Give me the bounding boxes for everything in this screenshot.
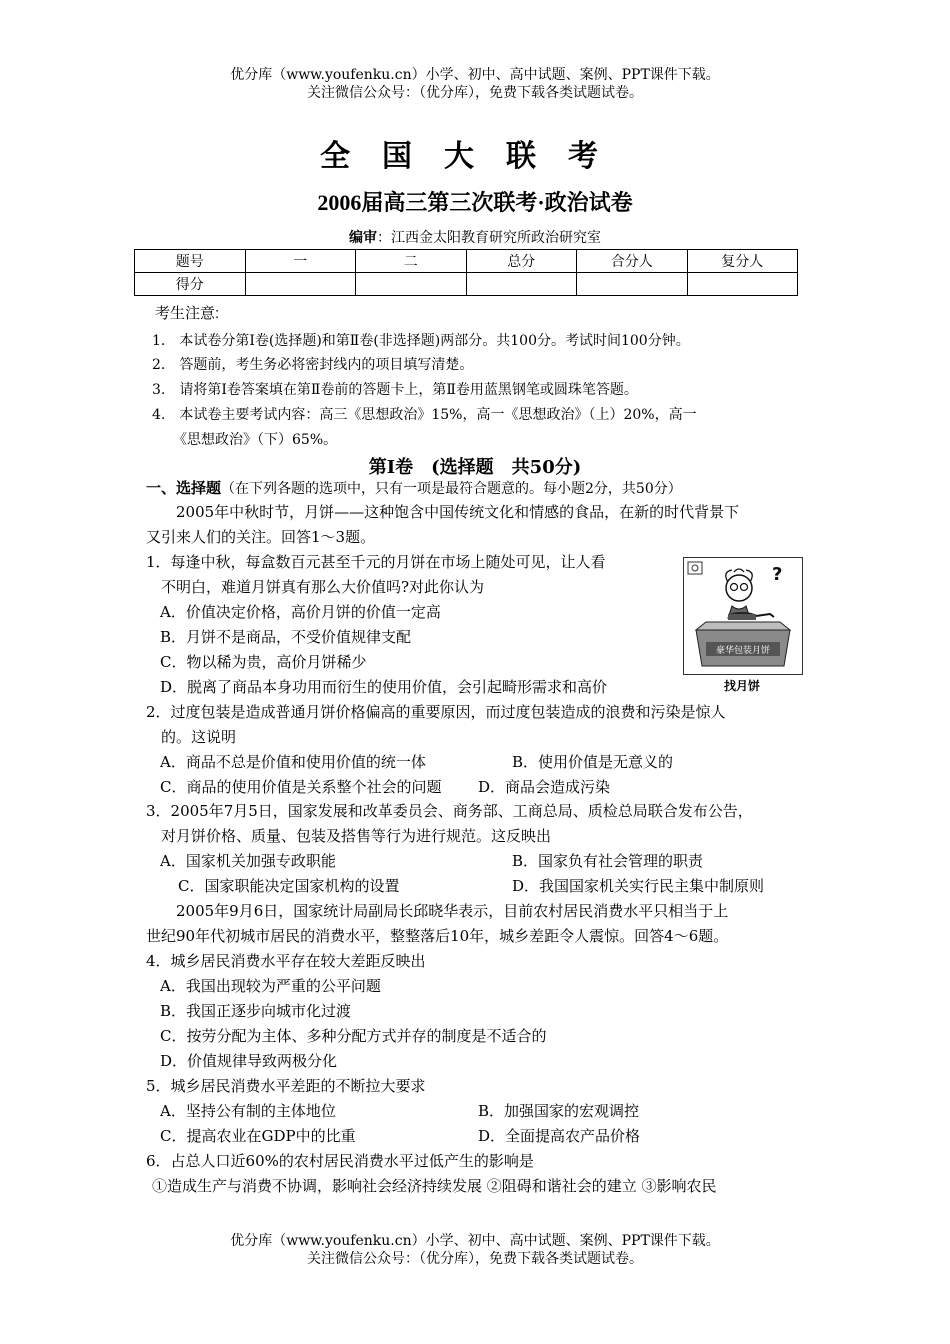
score-input-cell[interactable]	[356, 273, 467, 296]
q5-option-a[interactable]: A．坚持公有制的主体地位	[160, 1102, 336, 1120]
table-cell: 合分人	[577, 250, 688, 273]
question-mark: ?	[772, 564, 783, 585]
notice-title: 考生注意:	[155, 305, 220, 322]
figure-caption: 找月饼	[723, 679, 760, 693]
intro2-line: 世纪90年代初城市居民的消费水平，整整落后10年，城乡差距令人震惊。回答4～6题。	[146, 927, 729, 945]
part1-desc: （在下列各题的选项中，只有一项是最符合题意的。每小题2分，共50分）	[221, 481, 682, 497]
q6-line2: ①造成生产与消费不协调，影响社会经济持续发展 ②阻碍和谐社会的建立 ③影响农民	[152, 1177, 717, 1195]
mooncake-cartoon-image	[683, 557, 803, 675]
part1-heading-line	[146, 478, 682, 499]
score-input-cell[interactable]	[245, 273, 356, 296]
q4-option-c[interactable]: C．按劳分配为主体、多种分配方式并存的制度是不适合的	[160, 1027, 547, 1045]
footer-line-1: 优分库（www.youfenku.cn）小学、初中、高中试题、案例、PPT课件下载。	[230, 1233, 720, 1249]
section-title: 第Ⅰ卷 (选择题 共50分)	[368, 457, 582, 478]
table-cell: 复分人	[687, 250, 798, 273]
q2-option-a[interactable]: A．商品不总是价值和使用价值的统一体	[160, 753, 426, 771]
score-input-cell[interactable]	[466, 273, 577, 296]
header-line-1: 优分库（www.youfenku.cn）小学、初中、高中试题、案例、PPT课件下载。	[230, 67, 720, 83]
intro1-line: 2005年中秋时节，月饼——这种饱含中国传统文化和情感的食品，在新的时代背景下	[146, 503, 740, 521]
q5-stem: 5．城乡居民消费水平差距的不断拉大要求	[146, 1077, 426, 1095]
notice-item: 2. 答题前，考生务必将密封线内的项目填写清楚。	[152, 357, 474, 373]
score-table	[134, 249, 798, 296]
q4-option-b[interactable]: B．我国正逐步向城市化过渡	[160, 1002, 352, 1020]
notice-item: 1. 本试卷分第Ⅰ卷(选择题)和第Ⅱ卷(非选择题)两部分。共100分。考试时间100分钟。	[152, 333, 690, 349]
q3-stem: 3．2005年7月5日，国家发展和改革委员会、商务部、工商总局、质检总局联合发布公告，	[146, 802, 753, 820]
score-table-score-row	[135, 273, 798, 296]
editor-line	[0, 227, 950, 247]
exam-subtitle: 2006届高三第三次联考·政治试卷	[317, 190, 633, 215]
editor-value: ：江西金太阳教育研究所政治研究室	[377, 230, 601, 246]
q4-option-d[interactable]: D．价值规律导致两极分化	[160, 1052, 338, 1070]
q2-option-b[interactable]: B．使用价值是无意义的	[512, 753, 674, 771]
exam-title: 全国大联考	[320, 139, 630, 174]
q1-option-a[interactable]: A．价值决定价格，高价月饼的价值一定高	[160, 603, 441, 621]
q3-option-a[interactable]: A．国家机关加强专政职能	[160, 852, 336, 870]
q1-option-b[interactable]: B．月饼不是商品，不受价值规律支配	[160, 628, 412, 646]
intro1-line: 又引来人们的关注。回答1～3题。	[146, 528, 376, 546]
table-cell: 题号	[135, 250, 246, 273]
notice-item: 4. 本试卷主要考试内容：高三《思想政治》15%，高一《思想政治》（上）20%，高一	[152, 407, 697, 423]
table-cell: 得分	[135, 273, 246, 296]
q3-option-c[interactable]: C．国家职能决定国家机构的设置	[178, 877, 400, 895]
box-label: 豪华包装月饼	[715, 646, 771, 656]
q2-stem: 的。这说明	[146, 728, 237, 746]
q2-option-d[interactable]: D．商品会造成污染	[478, 778, 611, 796]
header-line-2: 关注微信公众号：（优分库），免费下载各类试题试卷。	[307, 85, 643, 101]
q5-option-b[interactable]: B．加强国家的宏观调控	[478, 1102, 640, 1120]
q2-option-c[interactable]: C．商品的使用价值是关系整个社会的问题	[160, 778, 442, 796]
q2-stem: 2．过度包装是造成普通月饼价格偏高的重要原因，而过度包装造成的浪费和污染是惊人	[146, 703, 726, 721]
q5-option-c[interactable]: C．提高农业在GDP中的比重	[160, 1127, 356, 1145]
table-cell: 二	[356, 250, 467, 273]
table-cell: 总分	[466, 250, 577, 273]
notice-item: 《思想政治》（下）65%。	[152, 432, 338, 448]
cartoon-drawing	[684, 558, 802, 674]
score-input-cell[interactable]	[687, 273, 798, 296]
editor-label: 编审	[349, 230, 377, 246]
q6-stem: 6．占总人口近60%的农村居民消费水平过低产生的影响是	[146, 1152, 534, 1170]
q1-option-d[interactable]: D．脱离了商品本身功用而衍生的使用价值，会引起畸形需求和高价	[160, 678, 608, 696]
q3-stem: 对月饼价格、质量、包装及搭售等行为进行规范。这反映出	[146, 827, 552, 845]
notice-item: 3. 请将第Ⅰ卷答案填在第Ⅱ卷前的答题卡上，第Ⅱ卷用蓝黑钢笔或圆珠笔答题。	[152, 382, 638, 398]
q1-option-c[interactable]: C．物以稀为贵，高价月饼稀少	[160, 653, 367, 671]
q5-option-d[interactable]: D．全面提高农产品价格	[478, 1127, 641, 1145]
score-input-cell[interactable]	[577, 273, 688, 296]
score-table-header-row	[135, 250, 798, 273]
footer-line-2: 关注微信公众号：（优分库），免费下载各类试题试卷。	[307, 1251, 643, 1267]
q4-option-a[interactable]: A．我国出现较为严重的公平问题	[160, 977, 381, 995]
intro2-line: 2005年9月6日，国家统计局副局长邱晓华表示，目前农村居民消费水平只相当于上	[146, 902, 729, 920]
q3-option-d[interactable]: D．我国国家机关实行民主集中制原则	[512, 877, 765, 895]
q1-stem: 不明白，难道月饼真有那么大价值吗?对此你认为	[146, 578, 485, 596]
part1-heading: 一、选择题	[146, 479, 222, 497]
q1-stem: 1．每逢中秋，每盒数百元甚至千元的月饼在市场上随处可见，让人看	[146, 553, 606, 571]
q3-option-b[interactable]: B．国家负有社会管理的职责	[512, 852, 704, 870]
q4-stem: 4．城乡居民消费水平存在较大差距反映出	[146, 952, 426, 970]
table-cell: 一	[245, 250, 356, 273]
